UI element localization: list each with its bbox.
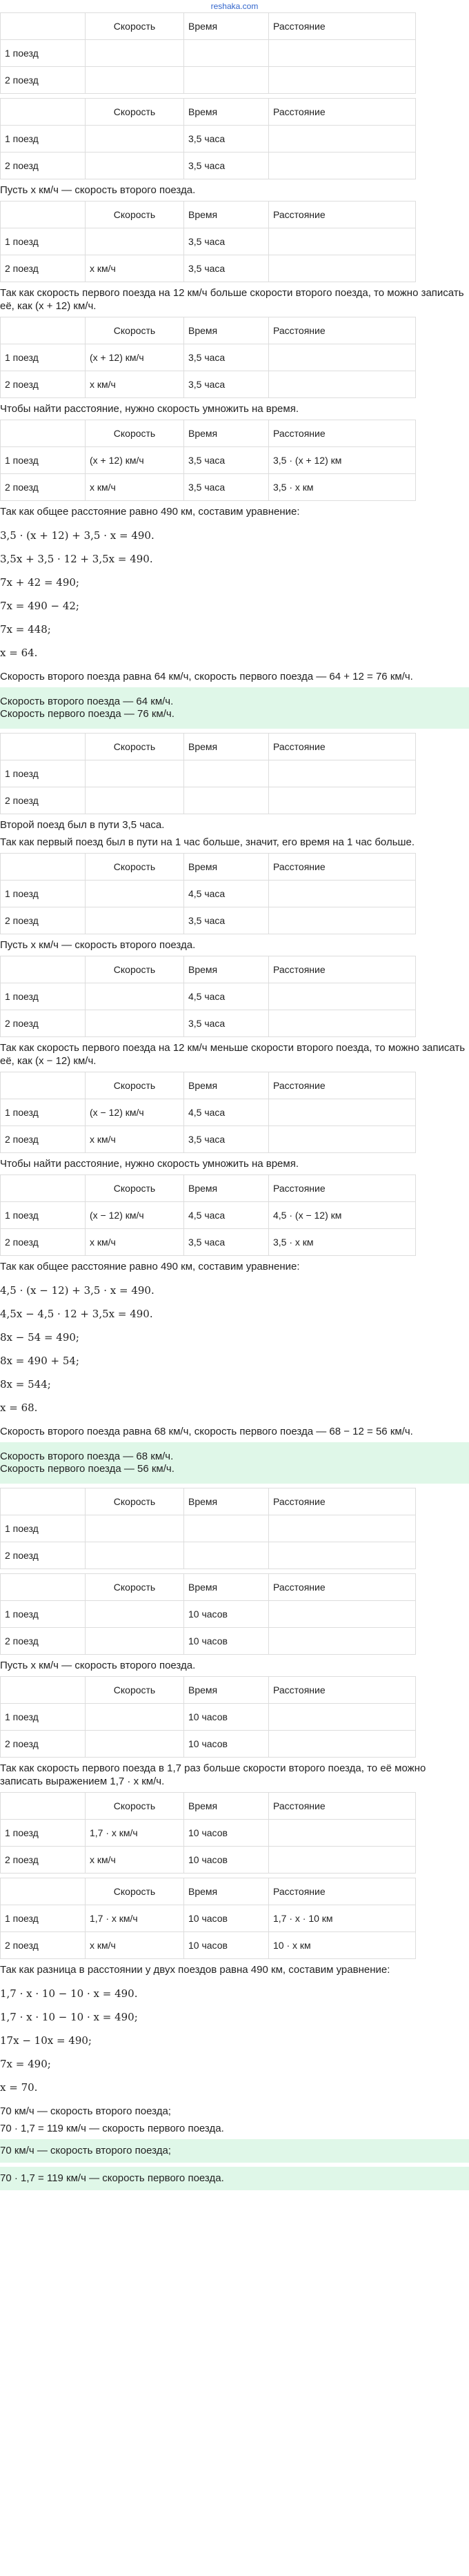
table-time-2b: Скорость Время Расстояние 1 поезд 4,5 часа 2 поезд 3,5 часа [0, 956, 416, 1037]
paragraph: Так как скорость первого поезда на 12 км/ч больше скорости второго поезда, то можно записать её, как (x + 12) км/ч. [0, 287, 464, 312]
table-empty-2: Скорость Время Расстояние 1 поезд 2 поезд [0, 733, 416, 814]
answer-line: 70 · 1,7 = 119 км/ч — скорость первого поезда. [0, 2172, 224, 2184]
equation: 3,5 · (x + 12) + 3,5 · x = 490. [0, 529, 154, 542]
paragraph: Так как разница в расстоянии у двух поездов равна 490 км, составим уравнение: [0, 1964, 390, 1976]
table-full-1: Скорость Время Расстояние 1 поезд (x + 12) км/ч 3,5 часа 3,5 · (x + 12) км 2 поезд x км/ч 3,5 часа 3,5 · x км [0, 420, 416, 501]
answer-line: Скорость второго поезда — 68 км/ч. [0, 1451, 174, 1462]
equation: 8x = 490 + 54; [0, 1355, 79, 1367]
paragraph: Так как скорость первого поезда на 12 км/ч меньше скорости второго поезда, то можно записать её, как (x − 12) км/ч. [0, 1042, 466, 1067]
answer-block [0, 2139, 469, 2163]
paragraph: Так как общее расстояние равно 490 км, составим уравнение: [0, 1261, 300, 1272]
row-label: 2 поезд [1, 67, 86, 94]
table-full-3: Скорость Время Расстояние 1 поезд 1,7 · x км/ч 10 часов 1,7 · x · 10 км 2 поезд x км/ч 10 часов 10 · x км [0, 1878, 416, 1959]
equation: 17x − 10x = 490; [0, 2034, 92, 2047]
table-time-2: Скорость Время Расстояние 1 поезд 4,5 часа 2 поезд 3,5 часа [0, 853, 416, 934]
row-label: 1 поезд [1, 40, 86, 67]
paragraph: Так как первый поезд был в пути на 1 час больше, значит, его время на 1 час больше. [0, 836, 415, 848]
paragraph: Так как скорость первого поезда в 1,7 раз больше скорости второго поезда, то её можно записать выражением 1,7 · x км/ч. [0, 1762, 426, 1787]
answer-line: 70 км/ч — скорость второго поезда; [0, 2145, 171, 2156]
equation: 7x = 490; [0, 2058, 51, 2070]
paragraph: Пусть x км/ч — скорость второго поезда. [0, 184, 196, 196]
table-empty-1 [0, 12, 416, 94]
table-speeds-2: Скорость Время Расстояние 1 поезд (x − 12) км/ч 4,5 часа 2 поезд x км/ч 3,5 часа [0, 1072, 416, 1153]
equation: 7x + 42 = 490; [0, 576, 79, 589]
equation: 4,5 · (x − 12) + 3,5 · x = 490. [0, 1284, 154, 1297]
table-empty-3: Скорость Время Расстояние 1 поезд 2 поезд [0, 1488, 416, 1569]
table-speeds-1: Скорость Время Расстояние 1 поезд (x + 12) км/ч 3,5 часа 2 поезд x км/ч 3,5 часа [0, 317, 416, 398]
answer-block [0, 2167, 469, 2190]
paragraph: Чтобы найти расстояние, нужно скорость умножить на время. [0, 1158, 299, 1170]
equation: 1,7 · x · 10 − 10 · x = 490. [0, 1987, 138, 2000]
cell-time: 3,5 часа [184, 126, 269, 153]
equation: 7x = 448; [0, 623, 51, 636]
paragraph: Скорость второго поезда равна 68 км/ч, скорость первого поезда — 68 − 12 = 56 км/ч. [0, 1426, 413, 1437]
answer-line: Скорость первого поезда — 76 км/ч. [0, 708, 174, 720]
paragraph: Так как общее расстояние равно 490 км, составим уравнение: [0, 506, 300, 518]
answer-line: Скорость второго поезда — 64 км/ч. [0, 696, 174, 707]
header-time: Время [184, 13, 269, 40]
paragraph: Чтобы найти расстояние, нужно скорость умножить на время. [0, 403, 299, 415]
cell-speed: x км/ч [86, 255, 184, 282]
equation: 4,5x − 4,5 · 12 + 3,5x = 490. [0, 1308, 153, 1320]
cell-time: 3,5 часа [184, 153, 269, 179]
equation: 8x = 544; [0, 1378, 51, 1390]
header-distance: Расстояние [269, 13, 416, 40]
solution-content [0, 11, 469, 2194]
table-full-2: Скорость Время Расстояние 1 поезд (x − 12) км/ч 4,5 часа 4,5 · (x − 12) км 2 поезд x км/ч 3,5 часа 3,5 · x км [0, 1174, 416, 1256]
equation: 3,5x + 3,5 · 12 + 3,5x = 490. [0, 553, 153, 565]
table-time-3b: Скорость Время Расстояние 1 поезд 10 часов 2 поезд 10 часов [0, 1676, 416, 1758]
equation: x = 64. [0, 647, 38, 659]
equation: x = 70. [0, 2081, 38, 2094]
answer-block [0, 687, 469, 729]
paragraph: Второй поезд был в пути 3,5 часа. [0, 819, 165, 831]
equation: x = 68. [0, 1402, 38, 1414]
paragraph: Пусть x км/ч — скорость второго поезда. [0, 1660, 196, 1671]
table-time-3: Скорость Время Расстояние 1 поезд 10 часов 2 поезд 10 часов [0, 1573, 416, 1655]
answer-line: Скорость первого поезда — 56 км/ч. [0, 1463, 174, 1475]
paragraph: 70 км/ч — скорость второго поезда; [0, 2105, 171, 2117]
table-speed-x-1: Скорость Время Расстояние 1 поезд 3,5 часа 2 поезд x км/ч 3,5 часа [0, 201, 416, 282]
site-logo[interactable]: reshaka.com [210, 1, 259, 11]
equation: 7x = 490 − 42; [0, 600, 79, 612]
table-speeds-3: Скорость Время Расстояние 1 поезд 1,7 · x км/ч 10 часов 2 поезд x км/ч 10 часов [0, 1792, 416, 1874]
paragraph: Скорость второго поезда равна 64 км/ч, скорость первого поезда — 64 + 12 = 76 км/ч. [0, 671, 413, 682]
answer-block [0, 1442, 469, 1484]
equation: 1,7 · x · 10 − 10 · x = 490; [0, 2011, 138, 2023]
paragraph: Пусть x км/ч — скорость второго поезда. [0, 939, 196, 951]
paragraph: 70 · 1,7 = 119 км/ч — скорость первого поезда. [0, 2123, 224, 2134]
table-time-1: Скорость Время Расстояние 1 поезд 3,5 часа 2 поезд 3,5 часа [0, 98, 416, 179]
header-speed: Скорость [86, 13, 184, 40]
equation: 8x − 54 = 490; [0, 1331, 79, 1344]
